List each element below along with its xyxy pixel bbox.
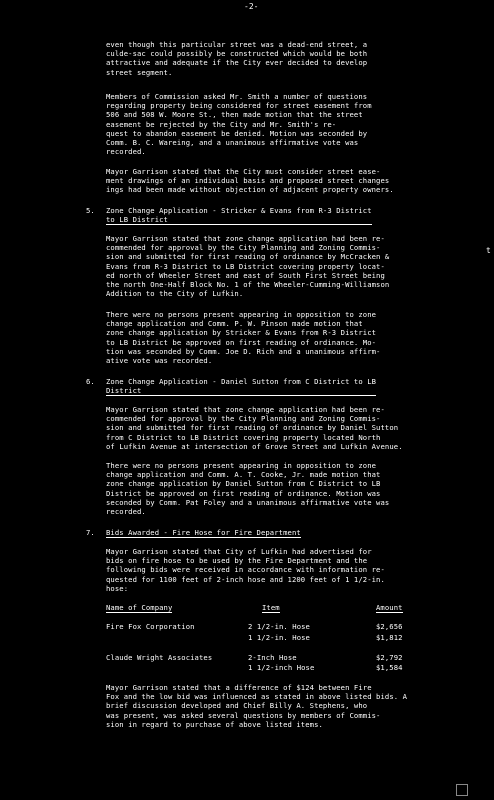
table-row-company: Fire Fox Corporation	[106, 622, 195, 631]
item-7-number: 7.	[86, 528, 95, 537]
table-header-amount: Amount	[376, 603, 403, 612]
item-5-paragraph-1: Mayor Garrison stated that zone change application had been re- commended for approval by the City Planning and Zoning Commis- sion and submitted for first reading of ordinance by McCracken & Evans from R-3 District to LB District covering property locat- ed north of Wheeler Street and east of South First Street being the north One-Half Block No. 1 of the Wheeler-Cumming-Williamson Addition to the City of Lufkin.	[106, 234, 390, 299]
paragraph-mayor-statement: Mayor Garrison stated that the City must consider street ease- ment drawings of an individual basis and proposed street changes ings had been made without objection of adjacent property owners.	[106, 167, 394, 195]
table-row-item: 1 1/2-inch Hose	[248, 663, 315, 672]
item-7-heading: Bids Awarded - Fire Hose for Fire Department	[106, 528, 301, 537]
stray-margin-mark: t	[486, 246, 491, 255]
item-5-heading: Zone Change Application - Stricker & Evans from R-3 District to LB District	[106, 206, 372, 225]
item-5-paragraph-2: There were no persons present appearing in opposition to zone change application and Comm. P. W. Pinson made motion that zone change application by Stricker & Evans from R-3 District to LB District be approved on first reading of ordinance. Mo- tion was seconded by Comm. Joe D. Rich and a unanimous affirm- ative vote was recorded.	[106, 310, 381, 366]
table-row-amount: $2,656	[376, 622, 403, 631]
item-7-paragraph-2: Mayor Garrison stated that a difference of $124 between Fire Fox and the low bid was influenced as stated in above listed bids. A brief discussion developed and Chief Billy A. Stephens, who was present, was asked several questions by members of Commis- sion in regard to purchase of above listed items.	[106, 683, 408, 729]
table-header-company: Name of Company	[106, 603, 173, 612]
table-header-item: Item	[262, 603, 280, 612]
item-6-number: 6.	[86, 377, 95, 386]
paragraph-commission-questions: Members of Commission asked Mr. Smith a number of questions regarding property being considered for street easement from 506 and 508 W. Moore St., then made motion that the street easement be rejected by the City and Mr. Smith's re- quest to abandon easement be denied. Motion was seconded by Comm. B. C. Wareing, and a unanimous affirmative vote was recorded.	[106, 92, 372, 157]
table-row-amount: $1,584	[376, 663, 403, 672]
table-row-item: 2 1/2-in. Hose	[248, 622, 310, 631]
item-6-paragraph-2: There were no persons present appearing in opposition to zone change application and Comm. A. T. Cooke, Jr. made motion that zone change application by Daniel Sutton from C District to LB District be approved on first reading of ordinance. Motion was seconded by Comm. Pat Foley and a unanimous affirmative vote was recorded.	[106, 461, 390, 517]
page-number: -2-	[244, 2, 259, 11]
table-row-item: 1 1/2-in. Hose	[248, 633, 310, 642]
item-5-number: 5.	[86, 206, 95, 215]
item-7-paragraph-1: Mayor Garrison stated that City of Lufkin had advertised for bids on fire hose to be used by the Fire Department and the following bids were received in accordance with information re- quested for 1100 feet of 2-inch hose and 1200 feet of 1 1/2-in. hose:	[106, 547, 385, 593]
paragraph-continuation: even though this particular street was a dead-end street, a culde-sac could possibly be constructed which would be both attractive and adequate if the City ever decided to develop street segment.	[106, 40, 368, 77]
table-row-amount: $2,792	[376, 653, 403, 662]
corner-box	[456, 784, 468, 796]
table-row-company: Claude Wright Associates	[106, 653, 213, 662]
table-row-amount: $1,812	[376, 633, 403, 642]
item-6-paragraph-1: Mayor Garrison stated that zone change application had been re- commended for approval by the City Planning and Zoning Commis- sion and submitted for first reading of ordinance by Daniel Sutton from C District to LB District covering property located North of Lufkin Avenue at intersection of Grove Street and Lufkin Avenue.	[106, 405, 403, 451]
table-row-item: 2-Inch Hose	[248, 653, 297, 662]
item-6-heading: Zone Change Application - Daniel Sutton from C District to LB District	[106, 377, 377, 396]
